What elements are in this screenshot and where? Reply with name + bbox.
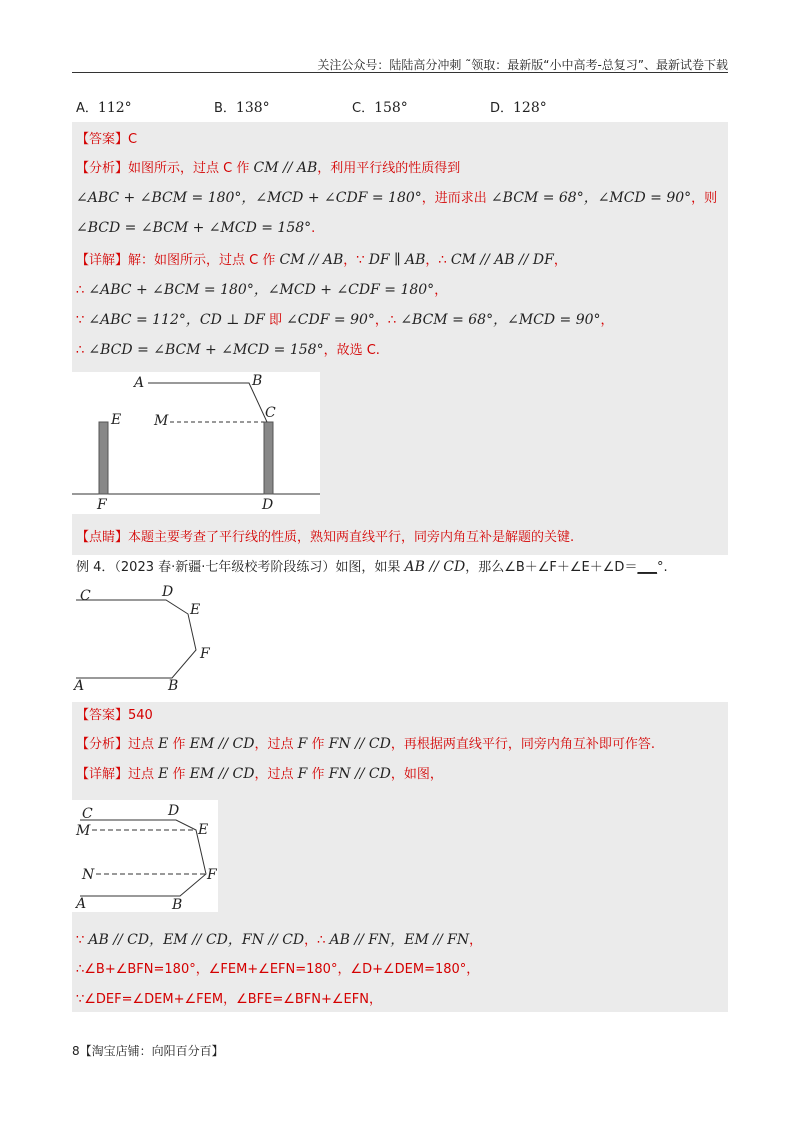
analysis-line-1: 【分析】如图所示，过点 C 作 CM // AB，利用平行线的性质得到	[76, 160, 461, 176]
header-divider	[72, 72, 728, 73]
post-cd	[264, 422, 273, 494]
label-f: F	[97, 497, 107, 513]
page-number: 8	[72, 1044, 80, 1058]
label-f: F	[207, 867, 217, 883]
figure-ex4-question	[72, 584, 232, 692]
label-a: A	[134, 375, 145, 391]
answer-line-ex4: 【答案】540	[76, 708, 153, 723]
page-footer	[72, 1042, 224, 1059]
figure-ex3	[72, 372, 320, 514]
label-d: D	[162, 584, 174, 600]
label-e: E	[190, 602, 201, 618]
label-c: C	[80, 588, 91, 604]
option-b: B．138°	[214, 100, 270, 116]
answer-blank: ___	[637, 560, 657, 575]
step-line-1: ∵ AB // CD，EM // CD，FN // CD，∴ AB // FN，EM // FN，	[76, 932, 483, 948]
label-b: B	[168, 678, 179, 692]
answer-line-ex3: 【答案】C	[76, 132, 138, 147]
label-d: D	[168, 803, 180, 819]
note-line-ex3: 【点睛】本题主要考查了平行线的性质，熟知两直线平行，同旁内角互补是解题的关键.	[76, 530, 575, 545]
polyline-cdefba	[76, 600, 196, 678]
figure-ex4-background	[72, 800, 218, 912]
label-e: E	[111, 412, 122, 428]
analysis-line-2: ∠ABC + ∠BCM = 180°，∠MCD + ∠CDF = 180°，进而求出 ∠BCM = 68°，∠MCD = 90°，则	[76, 190, 718, 206]
post-ef	[99, 422, 108, 494]
detail-line-3: ∵ ∠ABC = 112°，CD ⊥ DF 即 ∠CDF = 90°，∴ ∠BCM = 68°，∠MCD = 90°，	[76, 312, 614, 328]
label-b: B	[172, 897, 183, 912]
step-line-3: ∵∠DEF=∠DEM+∠FEM，∠BFE=∠BFN+∠EFN，	[76, 992, 382, 1007]
shop-name: 【淘宝店铺：向阳百分百】	[79, 1044, 224, 1058]
option-c: C．158°	[352, 100, 408, 116]
label-c: C	[265, 405, 276, 421]
detail-line-2: ∴ ∠ABC + ∠BCM = 180°，∠MCD + ∠CDF = 180°，	[76, 282, 448, 298]
analysis-line-ex4: 【分析】过点 E 作 EM // CD，过点 F 作 FN // CD，再根据两直线平行，同旁内角互补即可作答.	[76, 736, 655, 752]
label-n: N	[82, 867, 95, 883]
label-b: B	[252, 373, 263, 389]
step-line-2: ∴∠B+∠BFN=180°，∠FEM+∠EFN=180°，∠D+∠DEM=180°，	[76, 962, 480, 977]
detail-line-1: 【详解】解：如图所示，过点 C 作 CM // AB，∵ DF ∥ AB，∴ CM // AB // DF，	[76, 252, 567, 268]
analysis-line-3: ∠BCD = ∠BCM + ∠MCD = 158°.	[76, 220, 316, 236]
label-m: M	[154, 413, 169, 429]
question-ex4: 例 4．（2023 春·新疆·七年级校考阶段练习）如图，如果 AB // CD，那么∠B＋∠F＋∠E＋∠D＝___°.	[76, 559, 668, 575]
figure-ex3-background	[72, 372, 320, 514]
figure-ex4-solution	[72, 800, 218, 912]
label-a: A	[76, 896, 87, 912]
detail-line-4: ∴ ∠BCD = ∠BCM + ∠MCD = 158°，故选 C.	[76, 342, 380, 358]
label-c: C	[82, 806, 93, 822]
detail-line-ex4: 【详解】过点 E 作 EM // CD，过点 F 作 FN // CD，如图，	[76, 766, 443, 782]
page-header: 关注公众号：陆陆高分冲刺 ˜领取：最新版“小中高考-总复习”、最新试卷下载	[317, 58, 728, 72]
option-d: D．128°	[490, 100, 547, 116]
label-m: M	[76, 823, 91, 839]
label-d: D	[262, 497, 274, 513]
option-a: A．112°	[76, 100, 132, 116]
label-a: A	[74, 678, 85, 692]
label-f: F	[200, 646, 210, 662]
label-e: E	[198, 822, 209, 838]
